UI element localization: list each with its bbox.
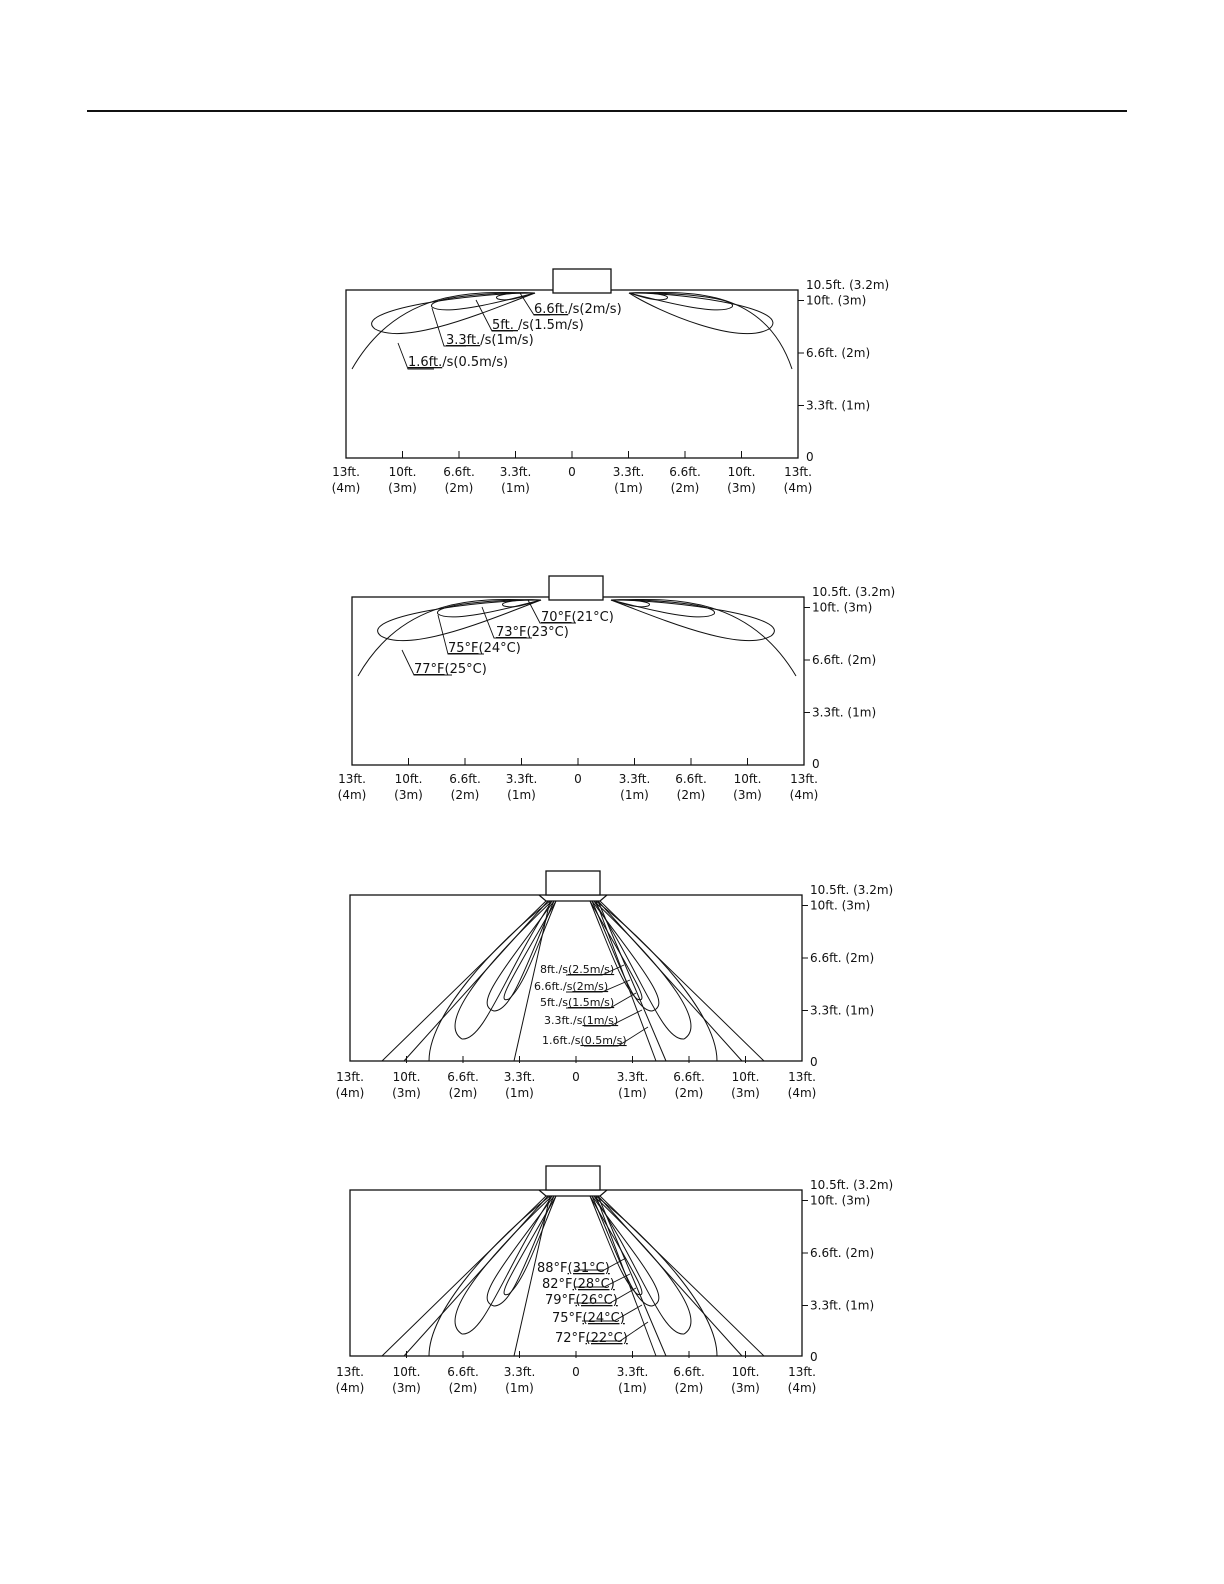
x-tick-label: 0 [574,772,582,786]
x-tick-label: 3.3ft. [503,1070,536,1084]
x-tick-label-metric: (3m) [392,1381,421,1395]
x-tick-label: 10ft. [733,772,762,786]
x-tick-label: 6.6ft. [673,1070,705,1084]
x-tick-label: 13ft. [784,465,812,479]
x-tick-label-metric: (3m) [388,481,417,495]
x-tick-label-metric: (3m) [727,481,756,495]
x-tick-label-metric: (1m) [614,481,643,495]
x-tick-label-metric: (4m) [787,1086,817,1100]
x-tick-label-metric: (2m) [674,1381,704,1395]
x-tick-label-metric: (3m) [731,1381,760,1395]
x-tick-label: 0 [572,1365,580,1379]
x-tick-label-metric: (4m) [337,788,367,802]
x-tick-label: 10ft. [731,1070,760,1084]
x-tick-label: 6.6ft. [443,465,475,479]
y-tick-label: 0 [810,1350,818,1364]
contour-label-1ms: 3.3ft./s(1m/s) [446,333,534,348]
diagram-vertical-velocity [334,865,914,1110]
contour-labels [534,963,627,1047]
y-tick-label: 0 [812,757,820,771]
x-tick-label: 3.3ft. [616,1365,649,1379]
x-tick-label-metric: (4m) [335,1381,365,1395]
contour-label-21c: 70°F(21°C) [541,610,614,625]
y-tick-label: 10.5ft. (3.2m) [812,585,896,599]
y-tick-label: 6.6ft. (2m) [812,653,877,667]
x-tick-label-metric: (2m) [448,1381,478,1395]
y-axis [798,278,889,464]
unit-outlet [539,1190,607,1196]
contour-labels [537,1261,628,1346]
y-tick-label: 10.5ft. (3.2m) [806,278,890,292]
x-tick-label: 6.6ft. [447,1365,479,1379]
diagram-horizontal-temperature [336,567,916,812]
x-tick-label: 13ft. [788,1365,816,1379]
x-tick-label-metric: (1m) [505,1086,534,1100]
diagram-horizontal-velocity [330,260,910,505]
x-tick-label: 6.6ft. [669,465,701,479]
y-tick-label: 6.6ft. (2m) [810,1246,875,1260]
x-tick-label-metric: (1m) [618,1086,647,1100]
x-tick-label: 3.3ft. [505,772,538,786]
x-tick-label: 13ft. [336,1365,364,1379]
indoor-unit [546,871,600,895]
y-tick-label: 10ft. (3m) [806,293,867,308]
contour-label-0-5ms: 1.6ft./s(0.5m/s) [542,1034,627,1047]
indoor-unit [553,269,611,293]
x-tick-label-metric: (4m) [783,481,813,495]
x-tick-label-metric: (2m) [444,481,474,495]
y-tick-label: 10ft. (3m) [810,1193,871,1208]
contour-label-2-5ms: 8ft./s(2.5m/s) [540,963,615,976]
indoor-unit [546,1166,600,1190]
y-tick-label: 3.3ft. (1m) [806,398,871,413]
x-tick-label: 3.3ft. [612,465,645,479]
y-tick-label: 3.3ft. (1m) [810,1003,875,1018]
y-tick-label: 3.3ft. (1m) [810,1298,875,1313]
x-tick-label: 13ft. [332,465,360,479]
contour-label-2ms: 6.6ft./s(2m/s) [534,980,609,993]
x-tick-label-metric: (1m) [501,481,530,495]
contour-label-1ms: 3.3ft./s(1m/s) [544,1014,619,1027]
contour-label-31c: 88°F(31°C) [537,1261,610,1276]
x-tick-label-metric: (2m) [670,481,700,495]
x-tick-label-metric: (2m) [674,1086,704,1100]
x-tick-label: 13ft. [338,772,366,786]
x-tick-label: 0 [568,465,576,479]
x-tick-label: 10ft. [388,465,417,479]
x-tick-label-metric: (2m) [448,1086,478,1100]
x-tick-label-metric: (2m) [450,788,480,802]
x-axis [336,1351,817,1395]
y-tick-label: 0 [810,1055,818,1069]
x-tick-label-metric: (3m) [733,788,762,802]
x-tick-label: 3.3ft. [618,772,651,786]
x-axis [336,1056,817,1100]
x-tick-label-metric: (2m) [676,788,706,802]
x-tick-label: 6.6ft. [675,772,707,786]
y-axis [802,1178,893,1364]
x-tick-label-metric: (3m) [731,1086,760,1100]
x-tick-label: 6.6ft. [447,1070,479,1084]
unit-outlet [539,895,607,901]
x-tick-label: 0 [572,1070,580,1084]
contour-label-24c: 75°F(24°C) [552,1311,625,1326]
x-tick-label-metric: (4m) [789,788,819,802]
x-tick-label-metric: (4m) [787,1381,817,1395]
contour-label-22c: 72°F(22°C) [555,1331,628,1346]
x-tick-label: 3.3ft. [616,1070,649,1084]
y-tick-label: 3.3ft. (1m) [812,705,877,720]
x-tick-label: 3.3ft. [499,465,532,479]
indoor-unit [549,576,603,600]
y-tick-label: 0 [806,450,814,464]
x-tick-label: 10ft. [394,772,423,786]
x-tick-label: 10ft. [392,1365,421,1379]
x-tick-label: 13ft. [336,1070,364,1084]
contour-label-1-5ms: 5ft. /s(1.5m/s) [492,318,584,333]
contour-label-23c: 73°F(23°C) [496,625,569,640]
y-tick-label: 6.6ft. (2m) [810,951,875,965]
contour-labels [414,610,614,677]
contour-label-2ms: 6.6ft./s(2m/s) [534,302,622,317]
diagram-vertical-temperature [334,1160,914,1405]
y-tick-label: 10ft. (3m) [810,898,871,913]
y-tick-label: 6.6ft. (2m) [806,346,871,360]
y-tick-label: 10.5ft. (3.2m) [810,1178,894,1192]
x-tick-label: 13ft. [790,772,818,786]
x-tick-label-metric: (1m) [618,1381,647,1395]
x-tick-label-metric: (1m) [620,788,649,802]
x-tick-label-metric: (3m) [394,788,423,802]
contour-label-1-5ms: 5ft./s(1.5m/s) [540,996,615,1009]
x-tick-label: 10ft. [727,465,756,479]
y-axis [804,585,895,771]
x-tick-label-metric: (4m) [335,1086,365,1100]
x-tick-label: 13ft. [788,1070,816,1084]
x-tick-label-metric: (1m) [505,1381,534,1395]
x-tick-label-metric: (4m) [331,481,361,495]
y-tick-label: 10ft. (3m) [812,600,873,615]
y-tick-label: 10.5ft. (3.2m) [810,883,894,897]
y-axis [802,883,893,1069]
header-rule [87,110,1127,112]
contour-label-26c: 79°F(26°C) [545,1293,618,1308]
contour-label-25c: 77°F(25°C) [414,662,487,677]
contour-labels [408,302,622,370]
x-tick-label: 10ft. [392,1070,421,1084]
x-tick-label-metric: (3m) [392,1086,421,1100]
contour-label-28c: 82°F(28°C) [542,1277,615,1292]
x-tick-label: 6.6ft. [449,772,481,786]
contour-label-0-5ms: 1.6ft./s(0.5m/s) [408,355,509,370]
x-tick-label: 10ft. [731,1365,760,1379]
x-tick-label-metric: (1m) [507,788,536,802]
x-tick-label: 3.3ft. [503,1365,536,1379]
contour-label-24c: 75°F(24°C) [448,641,521,656]
x-tick-label: 6.6ft. [673,1365,705,1379]
